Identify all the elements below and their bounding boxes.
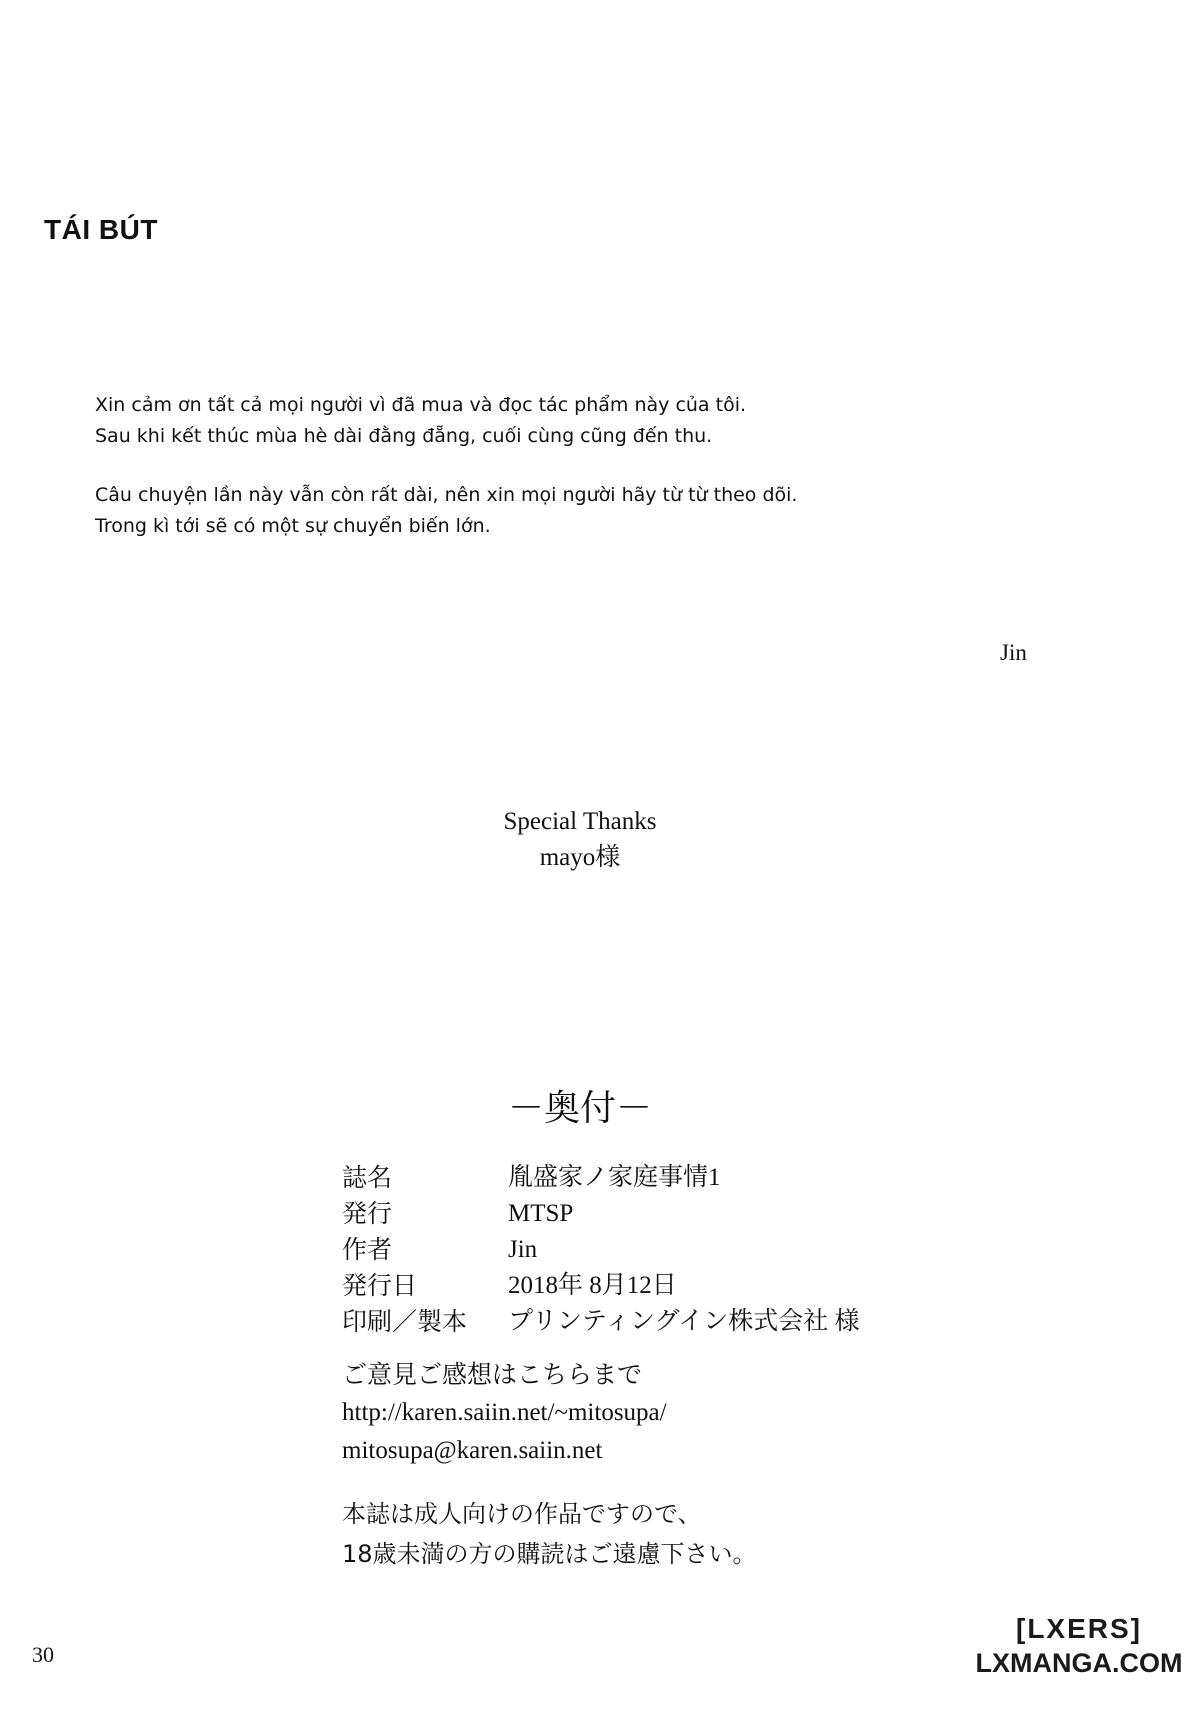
colophon-key: 発行日: [342, 1271, 418, 1300]
paragraph-gap: [95, 452, 995, 480]
notice-line: 本誌は成人向けの作品ですので、: [342, 1500, 702, 1528]
colophon-key: 印刷／製本: [342, 1307, 468, 1336]
message-line: Trong kì tới sẽ có một sự chuyển biến lớn.: [95, 515, 491, 537]
colophon-key: 作者: [342, 1235, 393, 1264]
colophon-row-date: [342, 1268, 860, 1304]
contact-url[interactable]: http://karen.saiin.net/~mitosupa/: [342, 1399, 667, 1426]
age-notice: [342, 1494, 757, 1574]
contact-email[interactable]: mitosupa@karen.saiin.net: [342, 1437, 603, 1464]
colophon-row-author: [342, 1232, 860, 1268]
message-line: Sau khi kết thúc mùa hè dài đằng đẵng, cuối cùng cũng đến thu.: [95, 425, 713, 447]
watermark-line1: [LXERS]: [1016, 1613, 1142, 1644]
colophon-value: プリンティングイン株式会社 様: [508, 1308, 860, 1335]
page-number: 30: [32, 1642, 54, 1667]
author-signature: Jin: [1000, 640, 1027, 665]
watermark-line2: LXMANGA.COM: [975, 1648, 1183, 1678]
contact-label: ご意見ご感想はこちらまで: [342, 1360, 643, 1389]
afterword-message: [95, 390, 995, 542]
colophon-title: －奥付－: [507, 1088, 652, 1129]
site-watermark: [974, 1612, 1184, 1680]
colophon-row-publisher: [342, 1196, 860, 1232]
colophon-table: [342, 1160, 860, 1340]
message-line: Xin cảm ơn tất cả mọi người vì đã mua và đọc tác phẩm này của tôi.: [95, 394, 747, 416]
colophon-key: 発行: [342, 1199, 393, 1228]
contact-info: [342, 1356, 667, 1470]
colophon-value: MTSP: [508, 1200, 574, 1227]
colophon-value: Jin: [508, 1236, 538, 1263]
colophon-value: 胤盛家ノ家庭事情1: [508, 1164, 721, 1191]
colophon-row-title: [342, 1160, 860, 1196]
special-thanks-title: Special Thanks: [503, 808, 657, 835]
colophon-value: 2018年 8月12日: [508, 1272, 677, 1299]
message-line: Câu chuyện lần này vẫn còn rất dài, nên xin mọi người hãy từ từ theo dõi.: [95, 484, 798, 506]
colophon-key: 誌名: [342, 1163, 393, 1192]
special-thanks-name: mayo様: [539, 844, 621, 871]
special-thanks: [380, 804, 780, 876]
afterword-heading: TÁI BÚT: [44, 214, 158, 245]
colophon-row-printer: [342, 1304, 860, 1340]
notice-line: 18歳未満の方の購読はご遠慮下さい。: [342, 1540, 757, 1568]
